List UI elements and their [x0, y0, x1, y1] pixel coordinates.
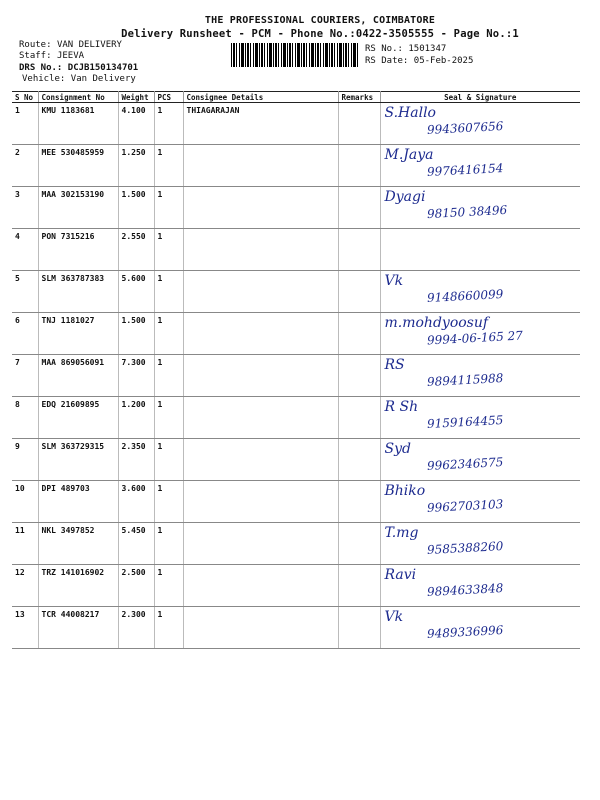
- signature-phone: 9159164455: [426, 413, 504, 431]
- row-consignment-no: MAA 302153190: [38, 187, 118, 229]
- drs-value: DCJB150134701: [67, 63, 139, 73]
- col-pcs: PCS: [154, 92, 183, 103]
- row-sno: 8: [12, 397, 38, 439]
- vehicle-line: [22, 74, 136, 85]
- row-remarks: [338, 187, 380, 229]
- row-consignee: [183, 565, 338, 607]
- row-remarks: [338, 229, 380, 271]
- row-consignee: [183, 607, 338, 649]
- row-sno: 7: [12, 355, 38, 397]
- row-remarks: [338, 607, 380, 649]
- row-consignment-no: SLM 363729315: [38, 439, 118, 481]
- drs-line: [19, 63, 138, 74]
- row-pcs: 1: [154, 187, 183, 229]
- col-remarks: Remarks: [338, 92, 380, 103]
- table-header-row: [12, 92, 580, 103]
- signature-scribble: M.Jaya: [384, 147, 434, 163]
- row-weight: 1.250: [118, 145, 154, 187]
- route-label: Route:: [19, 40, 52, 50]
- row-pcs: 1: [154, 565, 183, 607]
- row-weight: 7.300: [118, 355, 154, 397]
- row-remarks: [338, 355, 380, 397]
- signature-scribble: m.mohdyoosuf: [384, 315, 489, 331]
- row-sno: 3: [12, 187, 38, 229]
- vehicle-value: Van Delivery: [70, 74, 136, 84]
- row-consignment-no: DPI 489703: [38, 481, 118, 523]
- row-weight: 2.350: [118, 439, 154, 481]
- row-consignee: [183, 439, 338, 481]
- table-row: [12, 607, 580, 649]
- rs-no-label: RS No.:: [365, 44, 403, 54]
- row-consignee: [183, 481, 338, 523]
- row-pcs: 1: [154, 607, 183, 649]
- rs-no-value: 1501347: [408, 44, 447, 54]
- row-weight: 5.600: [118, 271, 154, 313]
- signature-scribble: Bhiko: [384, 483, 426, 499]
- col-weight: Weight: [118, 92, 154, 103]
- row-consignee: THIAGARAJAN: [183, 103, 338, 145]
- row-sno: 5: [12, 271, 38, 313]
- signature-scribble: Syd: [384, 441, 411, 457]
- row-weight: 1.500: [118, 187, 154, 229]
- signature-phone: 9976416154: [426, 161, 504, 179]
- drs-label: DRS No.:: [19, 63, 63, 73]
- row-sno: 2: [12, 145, 38, 187]
- row-sno: 9: [12, 439, 38, 481]
- table-row: [12, 481, 580, 523]
- row-signature: [380, 439, 580, 481]
- row-weight: 2.550: [118, 229, 154, 271]
- row-pcs: 1: [154, 103, 183, 145]
- row-consignee: [183, 187, 338, 229]
- row-weight: 2.500: [118, 565, 154, 607]
- signature-scribble: S.Hallo: [384, 105, 436, 121]
- row-signature: [380, 229, 580, 271]
- company-title: THE PROFESSIONAL COURIERS, COIMBATORE: [204, 15, 436, 26]
- signature-phone: 9962703103: [426, 497, 504, 515]
- row-consignee: [183, 313, 338, 355]
- table-row: [12, 271, 580, 313]
- row-remarks: [338, 523, 380, 565]
- row-pcs: 1: [154, 481, 183, 523]
- col-sno: S No: [12, 92, 38, 103]
- rs-date-line: [365, 56, 473, 67]
- row-pcs: 1: [154, 271, 183, 313]
- row-consignee: [183, 145, 338, 187]
- row-consignee: [183, 523, 338, 565]
- row-signature: [380, 313, 580, 355]
- row-sno: 10: [12, 481, 38, 523]
- row-sno: 13: [12, 607, 38, 649]
- row-signature: [380, 355, 580, 397]
- row-remarks: [338, 565, 380, 607]
- row-pcs: 1: [154, 355, 183, 397]
- row-consignee: [183, 355, 338, 397]
- row-consignee: [183, 229, 338, 271]
- row-signature: [380, 145, 580, 187]
- row-sno: 6: [12, 313, 38, 355]
- row-consignee: [183, 271, 338, 313]
- table-row: [12, 523, 580, 565]
- row-consignment-no: EDQ 21609895: [38, 397, 118, 439]
- signature-scribble: T.mg: [384, 525, 419, 541]
- col-seal-signature: Seal & Signature: [380, 92, 580, 103]
- signature-phone: 9962346575: [426, 455, 504, 473]
- table-row: [12, 355, 580, 397]
- row-signature: [380, 607, 580, 649]
- row-consignment-no: KMU 1183681: [38, 103, 118, 145]
- signature-scribble: R Sh: [384, 399, 419, 415]
- table-row: [12, 103, 580, 145]
- signature-phone: 9994-06-165 27: [426, 328, 523, 348]
- row-signature: [380, 187, 580, 229]
- row-weight: 3.600: [118, 481, 154, 523]
- barcode-image: [231, 43, 359, 67]
- row-consignment-no: PON 7315216: [38, 229, 118, 271]
- row-signature: [380, 397, 580, 439]
- row-sno: 12: [12, 565, 38, 607]
- row-pcs: 1: [154, 523, 183, 565]
- row-remarks: [338, 313, 380, 355]
- runsheet-table: [12, 91, 580, 649]
- route-line: [19, 40, 122, 51]
- table-row: [12, 397, 580, 439]
- row-remarks: [338, 439, 380, 481]
- staff-value: JEEVA: [56, 51, 85, 61]
- staff-label: Staff:: [19, 51, 52, 61]
- row-consignment-no: MEE 530485959: [38, 145, 118, 187]
- row-remarks: [338, 481, 380, 523]
- row-pcs: 1: [154, 313, 183, 355]
- row-pcs: 1: [154, 439, 183, 481]
- signature-scribble: Ravi: [384, 567, 417, 583]
- row-weight: 5.450: [118, 523, 154, 565]
- table-row: [12, 229, 580, 271]
- row-pcs: 1: [154, 397, 183, 439]
- row-weight: 1.500: [118, 313, 154, 355]
- signature-phone: 9148660099: [426, 287, 504, 305]
- rs-no-line: [365, 44, 446, 55]
- table-row: [12, 187, 580, 229]
- row-remarks: [338, 271, 380, 313]
- signature-phone: 9585388260: [426, 539, 504, 557]
- row-pcs: 1: [154, 229, 183, 271]
- vehicle-label: Vehicle:: [22, 74, 66, 84]
- row-pcs: 1: [154, 145, 183, 187]
- rs-date-value: 05-Feb-2025: [413, 56, 474, 66]
- signature-phone: 9943607656: [426, 119, 504, 137]
- runsheet-subtitle: Delivery Runsheet - PCM - Phone No.:0422-3505555 - Page No.:1: [121, 28, 519, 40]
- row-signature: [380, 523, 580, 565]
- signature-scribble: Dyagi: [384, 189, 426, 205]
- signature-phone: 9894115988: [426, 371, 504, 389]
- row-weight: 1.200: [118, 397, 154, 439]
- signature-scribble: Vk: [384, 273, 404, 289]
- col-consignment: Consignment No: [38, 92, 118, 103]
- row-sno: 4: [12, 229, 38, 271]
- signature-phone: 98150 38496: [426, 202, 507, 222]
- signature-phone: 9894633848: [426, 581, 504, 599]
- row-weight: 4.100: [118, 103, 154, 145]
- row-remarks: [338, 103, 380, 145]
- table-row: [12, 439, 580, 481]
- row-signature: [380, 271, 580, 313]
- rs-date-label: RS Date:: [365, 56, 409, 66]
- staff-line: [19, 51, 84, 62]
- row-weight: 2.300: [118, 607, 154, 649]
- row-sno: 11: [12, 523, 38, 565]
- table-row: [12, 565, 580, 607]
- table-row: [12, 145, 580, 187]
- signature-phone: 9489336996: [426, 623, 504, 641]
- row-consignment-no: TRZ 141016902: [38, 565, 118, 607]
- row-remarks: [338, 145, 380, 187]
- row-signature: [380, 103, 580, 145]
- row-consignment-no: TCR 44008217: [38, 607, 118, 649]
- row-consignment-no: TNJ 1181027: [38, 313, 118, 355]
- signature-scribble: RS: [384, 357, 405, 373]
- row-signature: [380, 565, 580, 607]
- table-row: [12, 313, 580, 355]
- row-sno: 1: [12, 103, 38, 145]
- row-consignment-no: SLM 363787383: [38, 271, 118, 313]
- row-remarks: [338, 397, 380, 439]
- row-signature: [380, 481, 580, 523]
- row-consignment-no: NKL 3497852: [38, 523, 118, 565]
- row-consignment-no: MAA 869056091: [38, 355, 118, 397]
- route-value: VAN DELIVERY: [56, 40, 122, 50]
- col-consignee: Consignee Details: [183, 92, 338, 103]
- signature-scribble: Vk: [384, 609, 404, 625]
- row-consignee: [183, 397, 338, 439]
